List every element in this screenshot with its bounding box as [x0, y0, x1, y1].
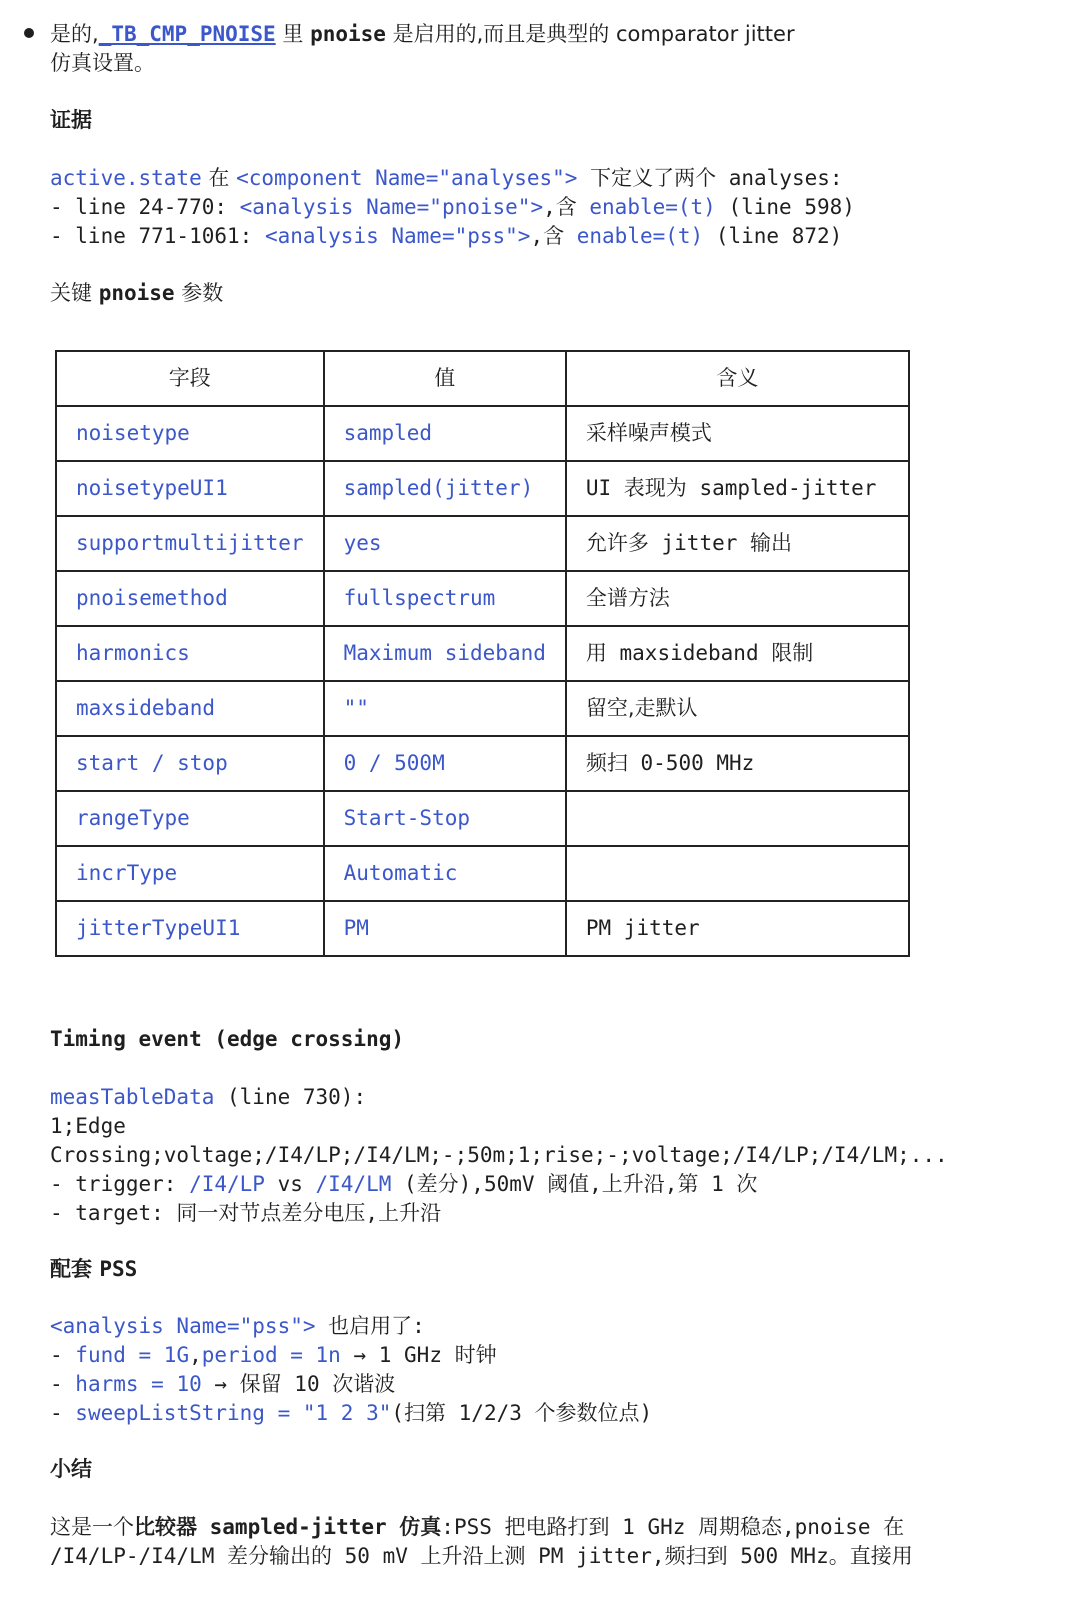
- testbench-link[interactable]: _TB_CMP_PNOISE: [98, 22, 276, 46]
- text-span: -: [50, 1343, 76, 1367]
- text-span: (line 730):: [214, 1085, 367, 1109]
- intro-text: 里: [275, 22, 311, 46]
- text-span: :PSS 把电路打到 1 GHz 周期稳态,pnoise 在: [441, 1515, 905, 1539]
- evidence-block: [50, 164, 855, 251]
- field-cell: supportmultijitter: [56, 516, 324, 571]
- text-span: - trigger:: [50, 1172, 190, 1196]
- text-span: PSS: [99, 1257, 138, 1281]
- field-cell: noisetype: [56, 406, 324, 461]
- header-meaning: 含义: [566, 351, 909, 406]
- header-field: 字段: [56, 351, 324, 406]
- value-cell: Start-Stop: [324, 791, 566, 846]
- table-header-row: [56, 351, 909, 406]
- field-cell: start / stop: [56, 736, 324, 791]
- pss-heading: [50, 1255, 137, 1284]
- text-line: - target: 同一对节点差分电压,上升沿: [50, 1201, 442, 1225]
- code-span: <analysis Name="pnoise">: [239, 195, 544, 219]
- text-span: -: [50, 1372, 76, 1396]
- table-row: [56, 571, 909, 626]
- text-span: - line 771-1061:: [50, 224, 265, 248]
- summary-block: [50, 1513, 913, 1571]
- table-row: [56, 791, 909, 846]
- table-row: [56, 626, 909, 681]
- code-span: fund = 1G: [75, 1343, 190, 1367]
- field-cell: rangeType: [56, 791, 324, 846]
- text-span: (line 872): [703, 224, 843, 248]
- text-span: 配套: [50, 1257, 100, 1281]
- table-row: [56, 736, 909, 791]
- field-cell: maxsideband: [56, 681, 324, 736]
- text-span: 比较器 sampled-jitter 仿真: [134, 1515, 442, 1539]
- text-span: ,: [189, 1343, 202, 1367]
- value-cell: "": [324, 681, 566, 736]
- value-cell: Maximum sideband: [324, 626, 566, 681]
- code-span: enable=(t): [576, 224, 704, 248]
- meaning-cell: 频扫 0-500 MHz: [566, 736, 909, 791]
- meaning-cell: [566, 791, 909, 846]
- text-span: pnoise: [98, 281, 175, 305]
- meaning-cell: 留空,走默认: [566, 681, 909, 736]
- params-heading: [50, 279, 223, 308]
- code-span: enable=(t): [589, 195, 716, 219]
- meaning-cell: 用 maxsideband 限制: [566, 626, 909, 681]
- value-cell: PM: [324, 901, 566, 956]
- text-line: /I4/LP-/I4/LM 差分输出的 50 mV 上升沿上测 PM jitter,频扫到 500 MHz。直接用: [50, 1544, 913, 1568]
- code-span: /I4/LM: [315, 1172, 392, 1196]
- text-span: (line 598): [715, 195, 855, 219]
- code-span: active.state: [50, 166, 202, 190]
- params-table: [55, 350, 910, 957]
- intro-pnoise: pnoise: [310, 22, 386, 46]
- table-row: [56, 846, 909, 901]
- code-span: /I4/LP: [189, 1172, 265, 1196]
- pss-block: [50, 1312, 652, 1428]
- text-span: 这是一个: [50, 1515, 134, 1539]
- text-span: vs: [264, 1172, 316, 1196]
- text-span: → 1 GHz 时钟: [340, 1343, 497, 1367]
- text-span: 在: [201, 166, 237, 190]
- text-span: -: [50, 1401, 76, 1425]
- text-line: 1;Edge: [50, 1114, 126, 1138]
- bullet-icon: [24, 28, 34, 38]
- table-row: [56, 516, 909, 571]
- table-row: [56, 461, 909, 516]
- text-span: 也启用了:: [315, 1314, 425, 1338]
- meaning-cell: UI 表现为 sampled-jitter: [566, 461, 909, 516]
- text-span: ,含: [530, 224, 577, 248]
- text-span: - line 24-770:: [50, 195, 240, 219]
- evidence-heading: 证据: [50, 108, 92, 132]
- field-cell: pnoisemethod: [56, 571, 324, 626]
- timing-heading: Timing event (edge crossing): [50, 1027, 405, 1051]
- timing-block: [50, 1083, 948, 1228]
- field-cell: jitterTypeUI1: [56, 901, 324, 956]
- code-span: sweepListString = "1 2 3": [75, 1401, 392, 1425]
- code-span: measTableData: [50, 1085, 215, 1109]
- value-cell: fullspectrum: [324, 571, 566, 626]
- text-span: 下定义了两个 analyses:: [577, 166, 843, 190]
- value-cell: sampled: [324, 406, 566, 461]
- text-span: 关键: [50, 281, 99, 305]
- code-span: <component Name="analyses">: [236, 166, 578, 190]
- intro-paragraph: [50, 20, 795, 78]
- table-row: [56, 901, 909, 956]
- summary-heading: 小结: [50, 1457, 92, 1481]
- code-span: <analysis Name="pss">: [264, 224, 531, 248]
- text-span: (差分),50mV 阈值,上升沿,第 1 次: [391, 1172, 758, 1196]
- meaning-cell: PM jitter: [566, 901, 909, 956]
- intro-text: 是的,: [50, 22, 99, 46]
- field-cell: harmonics: [56, 626, 324, 681]
- meaning-cell: 允许多 jitter 输出: [566, 516, 909, 571]
- intro-text: 仿真设置。: [50, 51, 155, 75]
- text-span: (扫第 1/2/3 个参数位点): [391, 1401, 653, 1425]
- text-span: → 保留 10 次谐波: [201, 1372, 396, 1396]
- field-cell: noisetypeUI1: [56, 461, 324, 516]
- code-span: period = 1n: [201, 1343, 341, 1367]
- value-cell: 0 / 500M: [324, 736, 566, 791]
- meaning-cell: 采样噪声模式: [566, 406, 909, 461]
- header-value: 值: [324, 351, 566, 406]
- value-cell: yes: [324, 516, 566, 571]
- text-span: 参数: [174, 281, 224, 305]
- code-span: <analysis Name="pss">: [50, 1314, 316, 1338]
- code-span: harms = 10: [75, 1372, 202, 1396]
- value-cell: sampled(jitter): [324, 461, 566, 516]
- meaning-cell: [566, 846, 909, 901]
- intro-text: 是启用的,而且是典型的 comparator jitter: [385, 22, 795, 46]
- text-line: Crossing;voltage;/I4/LP;/I4/LM;-;50m;1;rise;-;voltage;/I4/LP;/I4/LM;...: [50, 1143, 948, 1167]
- value-cell: Automatic: [324, 846, 566, 901]
- table-row: [56, 406, 909, 461]
- field-cell: incrType: [56, 846, 324, 901]
- meaning-cell: 全谱方法: [566, 571, 909, 626]
- text-span: ,含: [543, 195, 590, 219]
- table-row: [56, 681, 909, 736]
